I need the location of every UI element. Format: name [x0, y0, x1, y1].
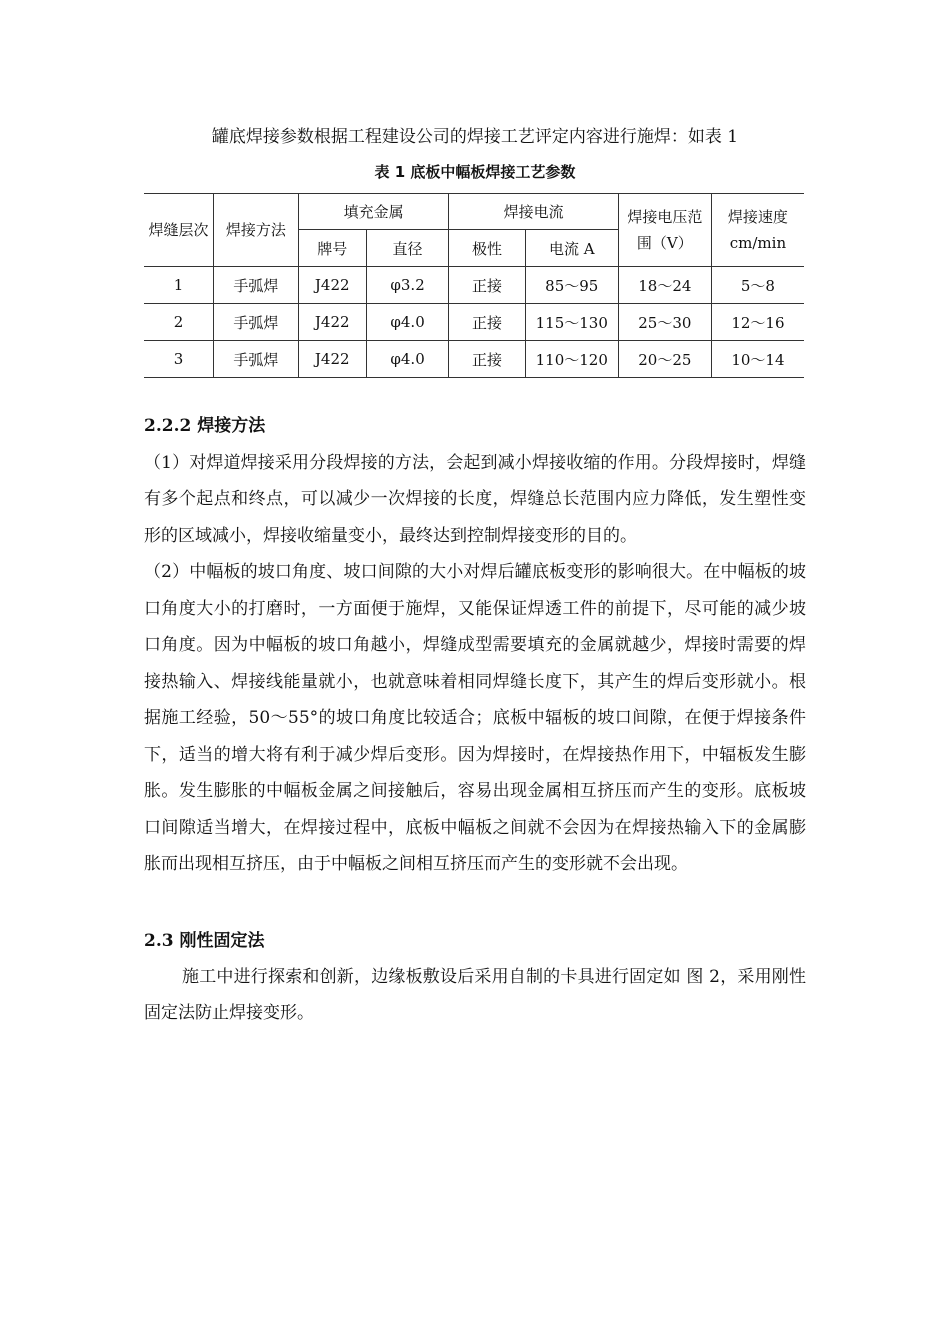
- cell-layer: 1: [144, 267, 214, 304]
- header-grade: 牌号: [298, 230, 366, 267]
- section-number: 2.2.2: [144, 416, 192, 436]
- section-2-2-2: [144, 408, 806, 883]
- cell-diameter: φ4.0: [366, 304, 449, 341]
- header-voltage: 焊接电压范围（V）: [618, 194, 711, 267]
- section-title: 焊接方法: [197, 416, 266, 436]
- header-speed: 焊接速度 cm/min: [711, 194, 804, 267]
- section-number: 2.3: [144, 931, 174, 951]
- section-title: 刚性固定法: [179, 931, 265, 951]
- section-2-3: [144, 923, 806, 1031]
- paragraph: （2）中幅板的坡口角度、坡口间隙的大小对焊后罐底板变形的影响很大。在中幅板的坡口角度大小的打磨时，一方面便于施焊，又能保证焊透工件的前提下，尽可能的减少坡口角度。因为中幅板的坡口角越小，焊缝成型需要填充的金属就越少，焊接时需要的焊接热输入、焊接线能量就小，也就意味着相同焊缝长度下，其产生的焊后变形就小。根据施工经验，50～55°的坡口角度比较适合；底板中辐板的坡口间隙，在便于焊接条件下，适当的增大将有利于减少焊后变形。因为焊接时，在焊接热作用下，中辐板发生膨胀。发生膨胀的中幅板金属之间接触后，容易出现金属相互挤压而产生的变形。底板坡口间隙适当增大，在焊接过程中，底板中幅板之间就不会因为在焊接热输入下的金属膨胀而出现相互挤压，由于中幅板之间相互挤压而产生的变形就不会出现。: [144, 562, 806, 874]
- header-welding-current: 焊接电流: [449, 194, 618, 230]
- cell-speed: 10～14: [711, 341, 804, 378]
- cell-polarity: 正接: [449, 267, 525, 304]
- cell-polarity: 正接: [449, 341, 525, 378]
- table-row: [144, 304, 804, 341]
- cell-method: 手弧焊: [214, 341, 299, 378]
- cell-diameter: φ3.2: [366, 267, 449, 304]
- cell-current: 115～130: [525, 304, 618, 341]
- paragraph: （1）对焊道焊接采用分段焊接的方法，会起到减小焊接收缩的作用。分段焊接时，焊缝有多个起点和终点，可以减少一次焊接的长度，焊缝总长范围内应力降低，发生塑性变形的区域减小，焊接收缩量变小，最终达到控制焊接变形的目的。: [144, 452, 806, 546]
- paragraph: 施工中进行探索和创新，边缘板敷设后采用自制的卡具进行固定如 图 2，采用刚性固定法防止焊接变形。: [144, 967, 806, 1023]
- header-method: 焊接方法: [214, 194, 299, 267]
- cell-polarity: 正接: [449, 304, 525, 341]
- header-polarity: 极性: [449, 230, 525, 267]
- intro-sentence: 罐底焊接参数根据工程建设公司的焊接工艺评定内容进行施焊：如表 1: [211, 127, 739, 147]
- cell-method: 手弧焊: [214, 304, 299, 341]
- cell-grade: J422: [298, 341, 366, 378]
- cell-diameter: φ4.0: [366, 341, 449, 378]
- cell-layer: 3: [144, 341, 214, 378]
- cell-voltage: 18～24: [618, 267, 711, 304]
- cell-grade: J422: [298, 304, 366, 341]
- table-caption: 表 1 底板中幅板焊接工艺参数: [374, 163, 576, 181]
- table-row: [144, 341, 804, 378]
- cell-grade: J422: [298, 267, 366, 304]
- cell-current: 85～95: [525, 267, 618, 304]
- header-filler-metal: 填充金属: [298, 194, 449, 230]
- cell-voltage: 25～30: [618, 304, 711, 341]
- cell-layer: 2: [144, 304, 214, 341]
- cell-method: 手弧焊: [214, 267, 299, 304]
- cell-current: 110～120: [525, 341, 618, 378]
- section-heading: [144, 408, 806, 445]
- header-current-a: 电流 A: [525, 230, 618, 267]
- cell-voltage: 20～25: [618, 341, 711, 378]
- table-row: [144, 267, 804, 304]
- header-diameter: 直径: [366, 230, 449, 267]
- cell-speed: 5～8: [711, 267, 804, 304]
- welding-parameter-table: [144, 193, 804, 378]
- section-heading: [144, 923, 806, 959]
- cell-speed: 12～16: [711, 304, 804, 341]
- header-layer: 焊缝层次: [144, 194, 214, 267]
